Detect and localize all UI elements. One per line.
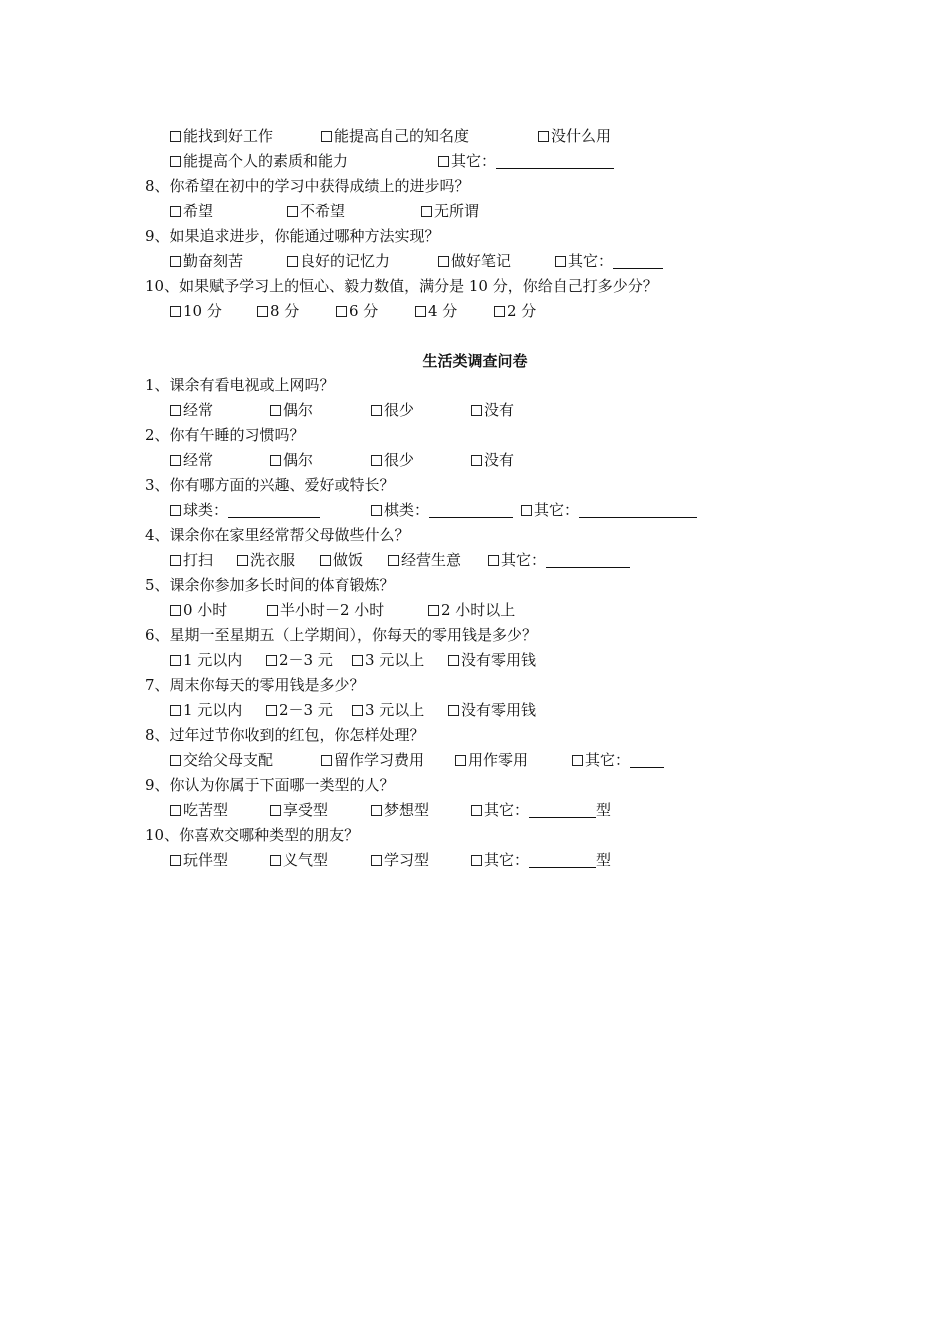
fill-in-blank[interactable] bbox=[429, 502, 513, 518]
checkbox-option[interactable]: 没有 bbox=[471, 399, 514, 421]
checkbox-icon[interactable] bbox=[266, 705, 277, 716]
checkbox-icon[interactable] bbox=[388, 555, 399, 566]
checkbox-option[interactable]: 良好的记忆力 bbox=[287, 250, 390, 272]
checkbox-option[interactable]: 偶尔 bbox=[270, 399, 313, 421]
fill-in-blank[interactable] bbox=[529, 802, 596, 818]
checkbox-option[interactable]: 没有零用钱 bbox=[448, 699, 536, 721]
checkbox-option[interactable]: 很少 bbox=[371, 449, 414, 471]
checkbox-icon[interactable] bbox=[352, 705, 363, 716]
p2-question-7: 7、周末你每天的零用钱是多少？ bbox=[145, 676, 365, 694]
checkbox-icon[interactable] bbox=[266, 655, 277, 666]
checkbox-icon[interactable] bbox=[321, 131, 332, 142]
checkbox-option[interactable]: 2－3 元 bbox=[266, 699, 333, 721]
checkbox-icon[interactable] bbox=[428, 605, 439, 616]
fill-in-blank[interactable] bbox=[496, 153, 614, 169]
p2-question-10: 10、你喜欢交哪种类型的朋友？ bbox=[145, 826, 360, 844]
checkbox-option[interactable]: 2 小时以上 bbox=[428, 599, 515, 621]
checkbox-icon[interactable] bbox=[371, 805, 382, 816]
p1-question-8: 8、你希望在初中的学习中获得成绩上的进步吗？ bbox=[145, 177, 470, 195]
checkbox-option[interactable]: 吃苦型 bbox=[170, 799, 228, 821]
checkbox-option[interactable]: 打扫 bbox=[170, 549, 213, 571]
checkbox-option[interactable]: 球类： bbox=[170, 499, 320, 521]
p1-question-9: 9、如果追求进步，你能通过哪种方法实现？ bbox=[145, 227, 440, 245]
checkbox-option[interactable]: 交给父母支配 bbox=[170, 749, 273, 771]
checkbox-option[interactable]: 留作学习费用 bbox=[321, 749, 424, 771]
p1-question-10: 10、如果赋予学习上的恒心、毅力数值，满分是 10 分，你给自己打多少分？ bbox=[145, 277, 658, 295]
checkbox-option[interactable]: 用作零用 bbox=[455, 749, 528, 771]
checkbox-icon[interactable] bbox=[371, 505, 382, 516]
fill-in-blank[interactable] bbox=[546, 552, 630, 568]
p2-question-1: 1、课余有看电视或上网吗？ bbox=[145, 376, 335, 394]
checkbox-option[interactable]: 梦想型 bbox=[371, 799, 429, 821]
checkbox-option[interactable]: 其它： 型 bbox=[471, 799, 611, 821]
checkbox-icon[interactable] bbox=[521, 505, 532, 516]
checkbox-icon[interactable] bbox=[170, 306, 181, 317]
checkbox-option[interactable]: 其它： bbox=[572, 749, 664, 771]
p2-question-3: 3、你有哪方面的兴趣、爱好或特长？ bbox=[145, 476, 395, 494]
checkbox-icon[interactable] bbox=[572, 755, 583, 766]
checkbox-icon[interactable] bbox=[170, 655, 181, 666]
checkbox-icon[interactable] bbox=[494, 306, 505, 317]
checkbox-icon[interactable] bbox=[438, 156, 449, 167]
checkbox-option[interactable]: 洗衣服 bbox=[237, 549, 295, 571]
checkbox-icon[interactable] bbox=[287, 256, 298, 267]
checkbox-icon[interactable] bbox=[321, 755, 332, 766]
checkbox-option[interactable]: 1 元以内 bbox=[170, 649, 242, 671]
checkbox-option[interactable]: 玩伴型 bbox=[170, 849, 228, 871]
checkbox-option[interactable]: 能提高自己的知名度 bbox=[321, 125, 469, 147]
p2-question-2: 2、你有午睡的习惯吗？ bbox=[145, 426, 305, 444]
checkbox-option[interactable]: 其它： bbox=[521, 499, 697, 521]
fill-in-blank[interactable] bbox=[579, 502, 697, 518]
checkbox-option[interactable]: 很少 bbox=[371, 399, 414, 421]
checkbox-icon[interactable] bbox=[170, 705, 181, 716]
checkbox-option[interactable]: 偶尔 bbox=[270, 449, 313, 471]
checkbox-option[interactable]: 不希望 bbox=[287, 200, 345, 222]
checkbox-icon[interactable] bbox=[488, 555, 499, 566]
p2-question-6: 6、星期一至星期五（上学期间），你每天的零用钱是多少？ bbox=[145, 626, 538, 644]
checkbox-option[interactable]: 0 小时 bbox=[170, 599, 227, 621]
checkbox-option[interactable]: 做好笔记 bbox=[438, 250, 511, 272]
checkbox-icon[interactable] bbox=[170, 131, 181, 142]
checkbox-option[interactable]: 其它： bbox=[488, 549, 630, 571]
p2-question-9: 9、你认为你属于下面哪一类型的人？ bbox=[145, 776, 395, 794]
checkbox-icon[interactable] bbox=[336, 306, 347, 317]
checkbox-icon[interactable] bbox=[270, 855, 281, 866]
checkbox-icon[interactable] bbox=[170, 555, 181, 566]
p2-question-4: 4、课余你在家里经常帮父母做些什么？ bbox=[145, 526, 410, 544]
checkbox-icon[interactable] bbox=[170, 605, 181, 616]
checkbox-icon[interactable] bbox=[448, 655, 459, 666]
checkbox-option[interactable]: 能找到好工作 bbox=[170, 125, 273, 147]
checkbox-icon[interactable] bbox=[371, 455, 382, 466]
checkbox-icon[interactable] bbox=[257, 306, 268, 317]
checkbox-icon[interactable] bbox=[170, 405, 181, 416]
checkbox-icon[interactable] bbox=[237, 555, 248, 566]
checkbox-option[interactable]: 经常 bbox=[170, 449, 213, 471]
checkbox-option[interactable]: 学习型 bbox=[371, 849, 429, 871]
checkbox-icon[interactable] bbox=[170, 805, 181, 816]
checkbox-option[interactable]: 没有 bbox=[471, 449, 514, 471]
fill-in-blank[interactable] bbox=[228, 502, 320, 518]
checkbox-option[interactable]: 半小时－2 小时 bbox=[267, 599, 384, 621]
checkbox-option[interactable]: 无所谓 bbox=[421, 200, 479, 222]
checkbox-option[interactable]: 能提高个人的素质和能力 bbox=[170, 150, 348, 172]
checkbox-option[interactable]: 6 分 bbox=[336, 300, 378, 322]
section-title: 生活类调查问卷 bbox=[422, 352, 528, 370]
checkbox-icon[interactable] bbox=[371, 855, 382, 866]
checkbox-icon[interactable] bbox=[287, 206, 298, 217]
checkbox-option[interactable]: 勤奋刻苦 bbox=[170, 250, 243, 272]
checkbox-icon[interactable] bbox=[270, 805, 281, 816]
checkbox-option[interactable]: 其它： bbox=[438, 150, 614, 172]
checkbox-icon[interactable] bbox=[448, 705, 459, 716]
checkbox-icon[interactable] bbox=[471, 455, 482, 466]
checkbox-option[interactable]: 没有零用钱 bbox=[448, 649, 536, 671]
checkbox-icon[interactable] bbox=[421, 206, 432, 217]
checkbox-icon[interactable] bbox=[471, 405, 482, 416]
checkbox-icon[interactable] bbox=[170, 505, 181, 516]
checkbox-icon[interactable] bbox=[170, 156, 181, 167]
checkbox-icon[interactable] bbox=[538, 131, 549, 142]
checkbox-option[interactable]: 做饭 bbox=[320, 549, 363, 571]
checkbox-icon[interactable] bbox=[455, 755, 466, 766]
checkbox-icon[interactable] bbox=[471, 805, 482, 816]
checkbox-option[interactable]: 3 元以上 bbox=[352, 699, 424, 721]
checkbox-option[interactable]: 其它： 型 bbox=[471, 849, 611, 871]
checkbox-icon[interactable] bbox=[352, 655, 363, 666]
checkbox-option[interactable]: 希望 bbox=[170, 200, 213, 222]
checkbox-option[interactable]: 8 分 bbox=[257, 300, 299, 322]
fill-in-blank[interactable] bbox=[529, 852, 596, 868]
p2-question-5: 5、课余你参加多长时间的体育锻炼？ bbox=[145, 576, 395, 594]
checkbox-option[interactable]: 10 分 bbox=[170, 300, 222, 322]
checkbox-option[interactable]: 棋类： bbox=[371, 499, 513, 521]
checkbox-option[interactable]: 没什么用 bbox=[538, 125, 611, 147]
checkbox-icon[interactable] bbox=[415, 306, 426, 317]
checkbox-option[interactable]: 义气型 bbox=[270, 849, 328, 871]
checkbox-option[interactable]: 4 分 bbox=[415, 300, 457, 322]
checkbox-option[interactable]: 1 元以内 bbox=[170, 699, 242, 721]
checkbox-icon[interactable] bbox=[471, 855, 482, 866]
checkbox-icon[interactable] bbox=[170, 855, 181, 866]
checkbox-icon[interactable] bbox=[371, 405, 382, 416]
checkbox-icon[interactable] bbox=[438, 256, 449, 267]
fill-in-blank[interactable] bbox=[613, 253, 663, 269]
checkbox-option[interactable]: 享受型 bbox=[270, 799, 328, 821]
checkbox-icon[interactable] bbox=[170, 206, 181, 217]
checkbox-icon[interactable] bbox=[267, 605, 278, 616]
checkbox-option[interactable]: 经常 bbox=[170, 399, 213, 421]
checkbox-icon[interactable] bbox=[170, 455, 181, 466]
checkbox-icon[interactable] bbox=[170, 256, 181, 267]
checkbox-option[interactable]: 经营生意 bbox=[388, 549, 461, 571]
p2-question-8: 8、过年过节你收到的红包，你怎样处理？ bbox=[145, 726, 425, 744]
checkbox-option[interactable]: 3 元以上 bbox=[352, 649, 424, 671]
checkbox-icon[interactable] bbox=[270, 455, 281, 466]
checkbox-icon[interactable] bbox=[170, 755, 181, 766]
checkbox-option[interactable]: 2 分 bbox=[494, 300, 536, 322]
checkbox-icon[interactable] bbox=[270, 405, 281, 416]
checkbox-icon[interactable] bbox=[320, 555, 331, 566]
checkbox-option[interactable]: 2－3 元 bbox=[266, 649, 333, 671]
fill-in-blank[interactable] bbox=[630, 752, 664, 768]
checkbox-option[interactable]: 其它： bbox=[555, 250, 663, 272]
checkbox-icon[interactable] bbox=[555, 256, 566, 267]
